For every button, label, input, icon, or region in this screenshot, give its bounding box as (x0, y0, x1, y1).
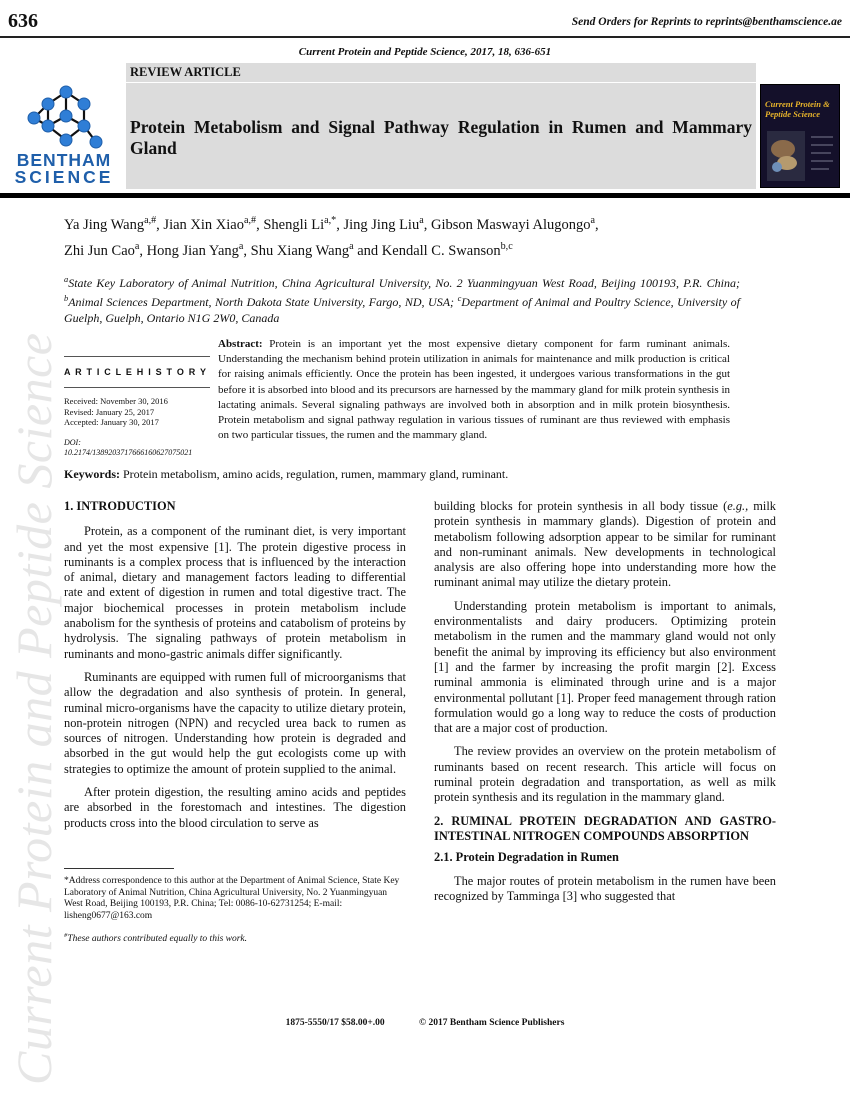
author-affiliation-mark: a (238, 240, 244, 252)
history-heading: A R T I C L E H I S T O R Y (64, 367, 208, 377)
keywords-label: Keywords: (64, 467, 120, 481)
journal-cover-image (760, 84, 840, 188)
journal-watermark: Current Protein and Peptide Science (6, 332, 62, 1085)
author-affiliation-mark: a,# (243, 215, 257, 226)
footnote-mark: # (64, 932, 68, 939)
article-type-label: REVIEW ARTICLE (126, 63, 756, 82)
paragraph-text: building blocks for protein synthesis in all body tissue ( (434, 499, 728, 513)
keywords (64, 467, 784, 482)
copyright: © 2017 Bentham Science Publishers (419, 1018, 565, 1028)
body-paragraph: The review provides an overview on the protein metabolism of ruminants based on recent research. This article will focus on ruminal protein degradation and transportation, as well as milk protein synthesis and its regulation in the mammary gland. (434, 744, 776, 805)
author-name: Gibson Maswayi Alugongo (430, 216, 591, 233)
header-divider (0, 193, 850, 198)
body-paragraph: Protein, as a component of the ruminant diet, is very important and yet the most expensive [1]. The protein digestive process in ruminants is a complex process that is influenced by the interaction of animal, dietary and management factors leading to differential rate and extent of digestion in rumen and total digestive tract. The major biochemical processes in protein metabolism include anabolism for the synthesis of proteins and catabolism of proteins by hydrolysis. The signaling pathways of protein metabolism in ruminants and mono-gastric animals differ significantly. (64, 524, 406, 661)
body-right-column (434, 499, 776, 912)
article-title: Protein Metabolism and Signal Pathway Regulation in Rumen and Mammary Gland (130, 117, 752, 158)
history-rule-bottom (64, 387, 210, 388)
abstract-label: Abstract: (218, 338, 263, 350)
reprints-notice: Send Orders for Reprints to reprints@benthamscience.ae (571, 16, 842, 28)
footnotes (64, 876, 406, 946)
author-affiliation-mark: a,* (324, 215, 337, 226)
affiliations (64, 272, 740, 326)
abstract-text: Protein is an important yet the most expensive dietary component for farm ruminant animals. Understanding the mechanism behind protein utilization in animals for maintenance and milk production is critical for raising animals efficiently. Once the protein has been ingested, it undergoes various transformations in the gut before it is absorbed into blood and its precursors are harnessed by the mammary gland for milk protein synthesis in lactating animals. Several signaling pathways are involved both in absorption and in milk protein biosynthesis. Protein metabolism and signal pathway regulation in various tissues of ruminant are thus reviewed with emphasis on two particular tissues, the rumen and the mammary gland. (218, 338, 730, 442)
body-paragraph: The major routes of protein metabolism in the rumen have been recognized by Tamminga [3] who suggested that (434, 873, 776, 903)
article-history (64, 356, 210, 459)
subsection-heading-2-1: 2.1. Protein Degradation in Rumen (434, 850, 619, 865)
cover-artwork (761, 127, 839, 187)
cover-title: Current Protein & Peptide Science (765, 99, 830, 119)
author-name: Shu Xiang Wang (250, 242, 350, 259)
section-heading-introduction: 1. INTRODUCTION (64, 499, 176, 513)
author-name: Ya Jing Wang (64, 216, 145, 233)
title-band (126, 83, 756, 189)
author-affiliation-mark: a (349, 240, 354, 252)
author-name: Jian Xin Xiao (163, 216, 244, 233)
author-list: Ya Jing Wang$^{a,\#}$, Jian Xin Xiao$^{a,\#}$, Shengli $Li^{a,*}$, Jing Jing Liu$^a$, Gibson Maswayi Alugongo$^a$, Zhi Jun Cao$^a$, Hong Jian Yang$^a$, Shu Xiang Wang$^a$ and Kendall C. Swanson$^{b,c}$ (64, 215, 599, 259)
author-affiliation-mark: a (419, 215, 424, 226)
affiliation-a: State Key Laboratory of Animal Nutrition, China Agricultural University, No. 2 Yuanmingyuan West Road, Beijing 100193, P.R. China; (68, 276, 740, 290)
journal-reference: Current Protein and Peptide Science, 2017, 18, 636-651 (298, 46, 552, 58)
bentham-logo (8, 84, 120, 188)
body-left-column (64, 499, 406, 839)
doi-link[interactable]: 10.2174/1389203717666160627075021 (64, 448, 193, 457)
equal-contribution-text: These authors contributed equally to this work. (67, 934, 248, 945)
issn-price: 1875-5550/17 $58.00+.00 (285, 1018, 385, 1028)
author-affiliation-mark: a (134, 240, 140, 252)
doi-label: DOI: (64, 437, 81, 447)
page-footer (0, 1018, 850, 1028)
equal-contribution-note (64, 930, 406, 946)
revised-date: Revised: January 25, 2017 (64, 406, 155, 417)
affiliation-c: Department of Animal and Poultry Science, University of Guelph, Guelph, Ontario N1G 2W0, Canada (64, 295, 741, 325)
body-paragraph (434, 499, 776, 591)
abstract (218, 337, 730, 443)
received-date: Received: November 30, 2016 (64, 396, 168, 406)
footnote-rule (64, 868, 174, 869)
correspondence-note: *Address correspondence to this author at the Department of Animal Science, State Key Laboratory of Animal Nutrition, China Agricultural University, No. 2 Yuanmingyuan West Road, Beijing 100193, P.R. China; Tel: 0086-10-62731254; E-mail: lisheng0677@163.com (64, 876, 400, 921)
author-affiliation-mark: a,# (144, 215, 157, 226)
section-heading-2: 2. RUMINAL PROTEIN DEGRADATION AND GASTRO-INTESTINAL NITROGEN COMPOUNDS ABSORPTION (434, 813, 776, 843)
logo-line-science: SCIENCE (14, 167, 114, 187)
author-name: Shengli Li (263, 216, 325, 233)
history-dates (64, 396, 210, 428)
accepted-date: Accepted: January 30, 2017 (64, 417, 159, 427)
paragraph-italic: e.g., (727, 499, 749, 513)
author-affiliation-mark: a (590, 215, 595, 226)
body-paragraph: After protein digestion, the resulting amino acids and peptides are absorbed in the forestomach and intestines. The digestion products cross into the blood circulation to serve as (64, 785, 406, 830)
body-paragraph: Ruminants are equipped with rumen full of microorganisms that allow the degradation and also synthesis of protein. In general, ruminal micro-organisms have the capacity to utilize dietary protein, non-protein nitrogen (NPN) and recycled urea back to rumen as sources of nitrogen. Understanding how protein is degraded and absorbed in the gut would help the gut ecologists come up with strategies to optimize the amount of protein supplied to the animal. (64, 669, 406, 776)
paragraph-text: milk protein synthesis in mammary glands). Digestion of protein and metabolism following adsorption appear to be similar for ruminant and non-ruminant animals. New developments in technological analysis are also offering hope into understanding more how the ruminant animal may utilize the dietary protein. (434, 499, 776, 590)
molecule-icon (8, 84, 120, 152)
keywords-text: Protein metabolism, amino acids, regulation, rumen, mammary gland, ruminant. (123, 467, 509, 481)
author-name: Kendall C. Swanson (381, 242, 501, 259)
author-name: Hong Jian Yang (146, 242, 239, 259)
affiliation-b: Animal Sciences Department, North Dakota State University, Fargo, ND, USA; (68, 295, 455, 309)
history-rule-top (64, 356, 210, 357)
page-number: 636 (8, 10, 38, 32)
affiliation-mark: a (64, 275, 69, 284)
affiliation-mark: b (64, 294, 69, 303)
author-name: Jing Jing Liu (343, 216, 420, 233)
affiliation-mark: c (457, 294, 462, 303)
doi-block (64, 438, 210, 459)
author-name: Zhi Jun Cao (64, 242, 135, 259)
logo-line-bentham: BENTHAM (16, 150, 112, 170)
author-affiliation-mark: b,c (500, 240, 513, 252)
body-paragraph: Understanding protein metabolism is important to animals, environmentalists and dairy producers. Optimizing protein metabolism in the rumen and the mammary gland would not only benefit the animal by improving its efficiency but also environment [1] and the farmer by increasing the profit margin [2]. Excess ruminal ammonia is eliminated through urine and is a major environmental pollutant [1]. Proper feed management through ration formulation would go a long way to reduce the costs of production that are a major cost of production. (434, 598, 776, 736)
header-rule (0, 36, 850, 38)
